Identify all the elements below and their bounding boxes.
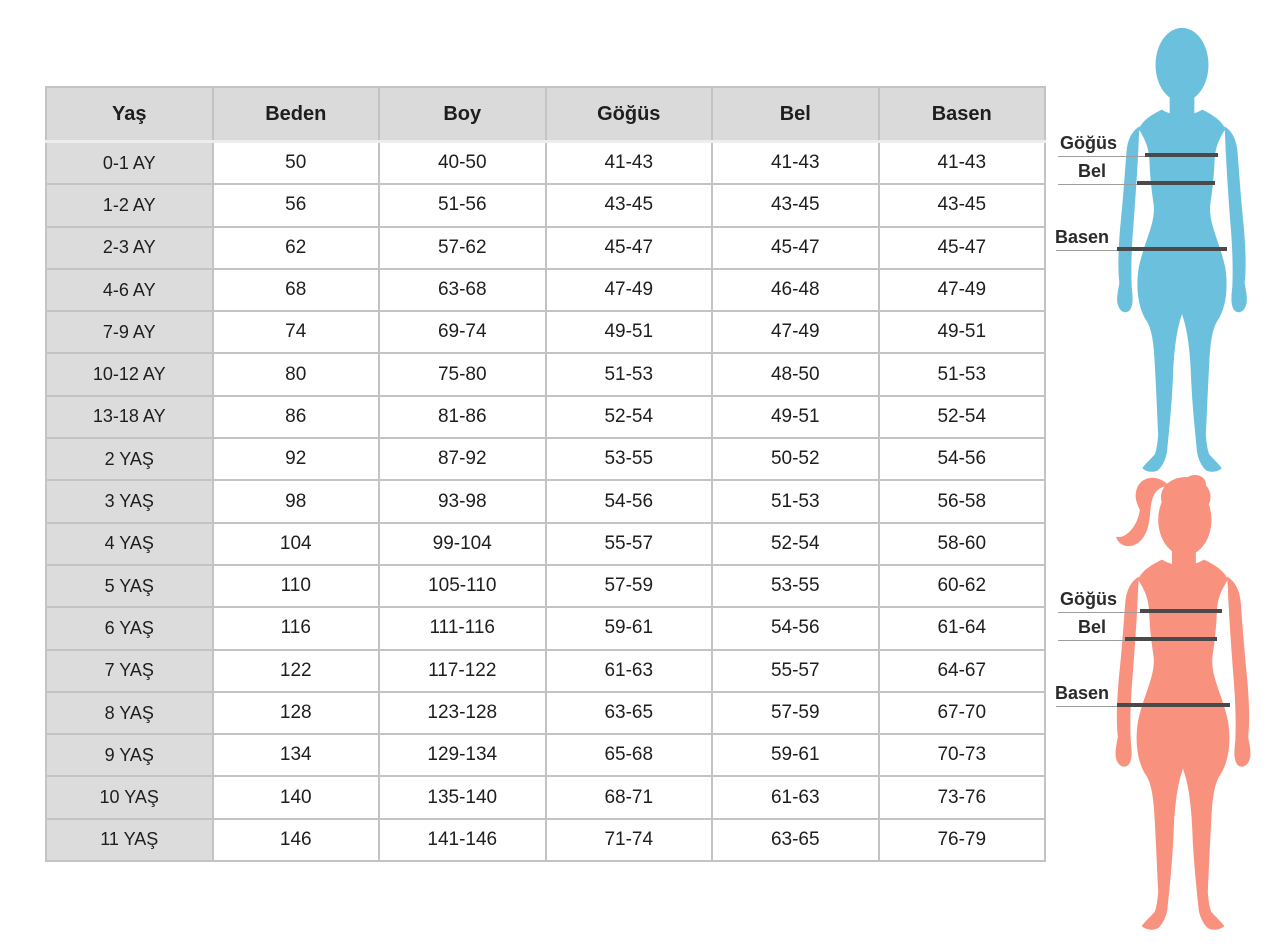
table-cell: 65-68 xyxy=(546,734,713,776)
table-cell: 123-128 xyxy=(379,692,546,734)
table-cell: 50 xyxy=(213,142,380,185)
bottom-chest-label: Göğüs xyxy=(1060,589,1117,609)
table-cell: 43-45 xyxy=(712,184,879,226)
size-table xyxy=(45,86,1046,862)
table-cell: 46-48 xyxy=(712,269,879,311)
table-cell: 55-57 xyxy=(546,523,713,565)
header-cell: Göğüs xyxy=(546,87,713,142)
top-waist-label: Bel xyxy=(1078,161,1107,181)
row-label-cell: 13-18 AY xyxy=(46,396,213,438)
table-cell: 110 xyxy=(213,565,380,607)
table-cell: 63-65 xyxy=(546,692,713,734)
figure-right-arm xyxy=(1227,577,1250,767)
table-cell: 73-76 xyxy=(879,776,1046,818)
table-cell: 45-47 xyxy=(546,227,713,269)
top-waist-measure-line xyxy=(1137,181,1215,185)
table-cell: 41-43 xyxy=(879,142,1046,185)
table-cell: 68 xyxy=(213,269,380,311)
table-row xyxy=(46,819,1045,861)
table-cell: 54-56 xyxy=(712,607,879,649)
bottom-hip-measure-line xyxy=(1117,703,1230,707)
table-row xyxy=(46,565,1045,607)
row-label-cell: 10 YAŞ xyxy=(46,776,213,818)
table-cell: 45-47 xyxy=(879,227,1046,269)
top-chest-measure-line xyxy=(1145,153,1218,157)
bottom-waist-label: Bel xyxy=(1078,617,1107,637)
table-cell: 61-63 xyxy=(712,776,879,818)
table-cell: 51-53 xyxy=(879,353,1046,395)
table-cell: 50-52 xyxy=(712,438,879,480)
figure-head xyxy=(1156,28,1209,102)
table-cell: 59-61 xyxy=(546,607,713,649)
table-cell: 81-86 xyxy=(379,396,546,438)
figure-neck xyxy=(1170,92,1195,117)
table-cell: 52-54 xyxy=(879,396,1046,438)
table-cell: 76-79 xyxy=(879,819,1046,861)
table-row xyxy=(46,142,1045,185)
table-cell: 51-53 xyxy=(546,353,713,395)
table-row xyxy=(46,692,1045,734)
table-cell: 54-56 xyxy=(546,480,713,522)
table-cell: 52-54 xyxy=(546,396,713,438)
table-cell: 59-61 xyxy=(712,734,879,776)
row-label-cell: 4-6 AY xyxy=(46,269,213,311)
table-cell: 75-80 xyxy=(379,353,546,395)
figure-left-arm xyxy=(1117,126,1140,312)
row-label-cell: 3 YAŞ xyxy=(46,480,213,522)
table-cell: 62 xyxy=(213,227,380,269)
table-cell: 48-50 xyxy=(712,353,879,395)
header-cell: Yaş xyxy=(46,87,213,142)
table-row xyxy=(46,311,1045,353)
table-row xyxy=(46,227,1045,269)
header-cell: Beden xyxy=(213,87,380,142)
table-cell: 70-73 xyxy=(879,734,1046,776)
table-cell: 71-74 xyxy=(546,819,713,861)
bottom-hip-label: Basen xyxy=(1055,683,1110,703)
table-cell: 49-51 xyxy=(712,396,879,438)
table-row xyxy=(46,269,1045,311)
table-cell: 57-59 xyxy=(546,565,713,607)
table-cell: 122 xyxy=(213,650,380,692)
table-cell: 49-51 xyxy=(546,311,713,353)
bottom-waist-measure-line xyxy=(1125,637,1217,641)
table-cell: 56 xyxy=(213,184,380,226)
row-label-cell: 10-12 AY xyxy=(46,353,213,395)
row-label-cell: 8 YAŞ xyxy=(46,692,213,734)
table-row xyxy=(46,353,1045,395)
table-cell: 43-45 xyxy=(546,184,713,226)
table-cell: 54-56 xyxy=(879,438,1046,480)
table-cell: 129-134 xyxy=(379,734,546,776)
table-row xyxy=(46,523,1045,565)
table-cell: 45-47 xyxy=(712,227,879,269)
header-cell: Boy xyxy=(379,87,546,142)
row-label-cell: 0-1 AY xyxy=(46,142,213,185)
table-cell: 93-98 xyxy=(379,480,546,522)
table-row xyxy=(46,480,1045,522)
figure-body xyxy=(1137,560,1230,930)
table-cell: 104 xyxy=(213,523,380,565)
girl-figure-silhouette xyxy=(1105,470,1261,932)
table-cell: 63-68 xyxy=(379,269,546,311)
table-cell: 53-55 xyxy=(712,565,879,607)
table-cell: 63-65 xyxy=(712,819,879,861)
table-cell: 64-67 xyxy=(879,650,1046,692)
table-cell: 105-110 xyxy=(379,565,546,607)
table-cell: 134 xyxy=(213,734,380,776)
row-label-cell: 2 YAŞ xyxy=(46,438,213,480)
table-cell: 128 xyxy=(213,692,380,734)
table-row xyxy=(46,776,1045,818)
table-cell: 49-51 xyxy=(879,311,1046,353)
row-label-cell: 4 YAŞ xyxy=(46,523,213,565)
table-cell: 56-58 xyxy=(879,480,1046,522)
table-cell: 47-49 xyxy=(546,269,713,311)
table-cell: 41-43 xyxy=(712,142,879,185)
table-cell: 43-45 xyxy=(879,184,1046,226)
table-cell: 47-49 xyxy=(879,269,1046,311)
table-cell: 41-43 xyxy=(546,142,713,185)
table-cell: 55-57 xyxy=(712,650,879,692)
bottom-chest-measure-line xyxy=(1140,609,1222,613)
top-hip-measure-line xyxy=(1117,247,1227,251)
header-cell: Basen xyxy=(879,87,1046,142)
table-cell: 111-116 xyxy=(379,607,546,649)
table-cell: 61-63 xyxy=(546,650,713,692)
table-header-row xyxy=(46,87,1045,142)
table-cell: 57-59 xyxy=(712,692,879,734)
table-cell: 40-50 xyxy=(379,142,546,185)
table-cell: 116 xyxy=(213,607,380,649)
figure-neck xyxy=(1172,546,1196,568)
row-label-cell: 11 YAŞ xyxy=(46,819,213,861)
table-cell: 98 xyxy=(213,480,380,522)
table-cell: 47-49 xyxy=(712,311,879,353)
figure-right-arm xyxy=(1224,126,1247,312)
table-cell: 80 xyxy=(213,353,380,395)
row-label-cell: 9 YAŞ xyxy=(46,734,213,776)
top-chest-label: Göğüs xyxy=(1060,133,1117,153)
table-cell: 53-55 xyxy=(546,438,713,480)
table-cell: 87-92 xyxy=(379,438,546,480)
figure-left-arm xyxy=(1116,577,1139,767)
table-cell: 61-64 xyxy=(879,607,1046,649)
table-cell: 69-74 xyxy=(379,311,546,353)
table-row xyxy=(46,607,1045,649)
table-cell: 52-54 xyxy=(712,523,879,565)
table-cell: 58-60 xyxy=(879,523,1046,565)
table-cell: 74 xyxy=(213,311,380,353)
row-label-cell: 7-9 AY xyxy=(46,311,213,353)
table-cell: 99-104 xyxy=(379,523,546,565)
table-cell: 67-70 xyxy=(879,692,1046,734)
table-cell: 51-53 xyxy=(712,480,879,522)
table-cell: 57-62 xyxy=(379,227,546,269)
table-row xyxy=(46,734,1045,776)
table-cell: 60-62 xyxy=(879,565,1046,607)
row-label-cell: 2-3 AY xyxy=(46,227,213,269)
table-cell: 146 xyxy=(213,819,380,861)
top-hip-label: Basen xyxy=(1055,227,1110,247)
figure-hair-quiff xyxy=(1184,475,1206,493)
table-cell: 135-140 xyxy=(379,776,546,818)
table-cell: 140 xyxy=(213,776,380,818)
table-row xyxy=(46,650,1045,692)
row-label-cell: 6 YAŞ xyxy=(46,607,213,649)
table-row xyxy=(46,396,1045,438)
table-cell: 68-71 xyxy=(546,776,713,818)
table-row xyxy=(46,184,1045,226)
figure-body xyxy=(1137,110,1226,472)
table-cell: 86 xyxy=(213,396,380,438)
table-cell: 92 xyxy=(213,438,380,480)
header-cell: Bel xyxy=(712,87,879,142)
table-cell: 51-56 xyxy=(379,184,546,226)
row-label-cell: 7 YAŞ xyxy=(46,650,213,692)
row-label-cell: 5 YAŞ xyxy=(46,565,213,607)
table-row xyxy=(46,438,1045,480)
table-cell: 141-146 xyxy=(379,819,546,861)
row-label-cell: 1-2 AY xyxy=(46,184,213,226)
table-cell: 117-122 xyxy=(379,650,546,692)
